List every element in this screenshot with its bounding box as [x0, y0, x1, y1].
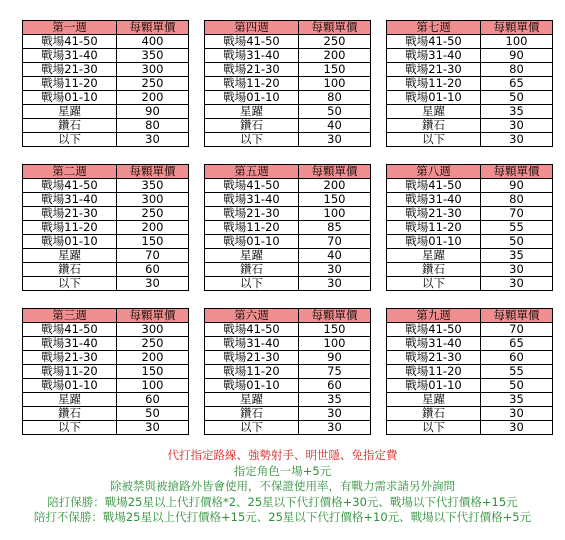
tier-cell: 戰場01-10 [23, 379, 117, 393]
price-cell: 35 [481, 393, 553, 407]
price-cell: 250 [117, 207, 189, 221]
tier-cell: 戰場41-50 [387, 323, 481, 337]
tier-cell: 戰場21-30 [387, 351, 481, 365]
table-row [205, 91, 371, 105]
table-row [23, 133, 189, 147]
price-header: 每顆單價 [299, 309, 371, 323]
table-row [387, 221, 553, 235]
table-row [205, 119, 371, 133]
price-cell: 65 [481, 77, 553, 91]
price-cell: 30 [481, 133, 553, 147]
tier-cell: 戰場31-40 [23, 49, 117, 63]
table-row [205, 207, 371, 221]
price-table [386, 164, 553, 291]
price-cell: 400 [117, 35, 189, 49]
table-header-row [387, 165, 553, 179]
price-cell: 100 [117, 379, 189, 393]
tier-cell: 鑽石 [23, 263, 117, 277]
table-row [23, 63, 189, 77]
price-cell: 250 [299, 35, 371, 49]
table-header-row [387, 309, 553, 323]
tier-cell: 戰場01-10 [23, 235, 117, 249]
note-line-5: 陪打不保勝：戰場25星以上代打價格+15元、25星以下代打價格+10元、戰場以下代打價格+5元 [33, 510, 532, 524]
table-row [23, 179, 189, 193]
price-cell: 30 [299, 421, 371, 435]
price-cell: 200 [299, 49, 371, 63]
table-row [205, 365, 371, 379]
table-row [23, 351, 189, 365]
table-row [387, 351, 553, 365]
tier-cell: 戰場41-50 [387, 35, 481, 49]
price-cell: 350 [117, 49, 189, 63]
price-header: 每顆單價 [299, 165, 371, 179]
tier-cell: 以下 [205, 133, 299, 147]
table-row [387, 379, 553, 393]
table-row [387, 91, 553, 105]
price-header: 每顆單價 [117, 165, 189, 179]
tier-cell: 以下 [23, 277, 117, 291]
price-cell: 50 [299, 105, 371, 119]
tier-cell: 星躍 [387, 393, 481, 407]
table-header-row [23, 21, 189, 35]
tier-cell: 戰場21-30 [205, 63, 299, 77]
table-row [23, 249, 189, 263]
week-header: 第九週 [387, 309, 481, 323]
table-row [23, 407, 189, 421]
tier-cell: 戰場31-40 [205, 193, 299, 207]
price-cell: 50 [117, 407, 189, 421]
table-row [387, 263, 553, 277]
tier-cell: 鑽石 [205, 407, 299, 421]
price-cell: 80 [299, 91, 371, 105]
tier-cell: 星躍 [23, 393, 117, 407]
price-table [386, 20, 553, 147]
price-cell: 90 [481, 49, 553, 63]
table-row [205, 379, 371, 393]
tier-cell: 戰場01-10 [387, 91, 481, 105]
table-row [205, 277, 371, 291]
price-cell: 150 [299, 323, 371, 337]
table-row [205, 221, 371, 235]
tier-cell: 戰場01-10 [23, 91, 117, 105]
price-cell: 55 [481, 221, 553, 235]
price-cell: 85 [299, 221, 371, 235]
table-row [23, 35, 189, 49]
price-cell: 300 [117, 193, 189, 207]
tier-cell: 鑽石 [205, 119, 299, 133]
price-table [22, 20, 189, 147]
tier-cell: 星躍 [23, 249, 117, 263]
tier-cell: 戰場31-40 [387, 193, 481, 207]
price-cell: 50 [481, 379, 553, 393]
table-row [387, 49, 553, 63]
tier-cell: 以下 [387, 421, 481, 435]
table-row [205, 193, 371, 207]
table-header-row [23, 309, 189, 323]
price-table [22, 308, 189, 435]
table-row [387, 63, 553, 77]
tier-cell: 戰場31-40 [387, 49, 481, 63]
price-cell: 80 [117, 119, 189, 133]
table-row [23, 277, 189, 291]
table-row [23, 221, 189, 235]
price-cell: 30 [117, 133, 189, 147]
tier-cell: 以下 [205, 421, 299, 435]
tier-cell: 星躍 [205, 249, 299, 263]
price-cell: 30 [299, 407, 371, 421]
tier-cell: 星躍 [387, 105, 481, 119]
table-row [205, 393, 371, 407]
table-row [23, 105, 189, 119]
tier-cell: 戰場01-10 [205, 379, 299, 393]
tier-cell: 戰場41-50 [23, 323, 117, 337]
tier-cell: 戰場21-30 [205, 207, 299, 221]
price-table [204, 308, 371, 435]
tier-cell: 以下 [205, 277, 299, 291]
tier-cell: 戰場21-30 [23, 351, 117, 365]
table-header-row [205, 309, 371, 323]
table-row [205, 263, 371, 277]
week-header: 第六週 [205, 309, 299, 323]
table-row [205, 323, 371, 337]
price-cell: 60 [299, 379, 371, 393]
price-header: 每顆單價 [481, 165, 553, 179]
week-header: 第四週 [205, 21, 299, 35]
price-table [386, 308, 553, 435]
week-header: 第八週 [387, 165, 481, 179]
table-header-row [23, 165, 189, 179]
price-cell: 35 [481, 249, 553, 263]
price-cell: 300 [117, 63, 189, 77]
price-cell: 100 [299, 337, 371, 351]
tier-cell: 戰場41-50 [205, 35, 299, 49]
price-cell: 60 [481, 351, 553, 365]
price-cell: 250 [117, 337, 189, 351]
week-header: 第五週 [205, 165, 299, 179]
table-row [23, 365, 189, 379]
tier-cell: 戰場41-50 [23, 179, 117, 193]
week-header: 第三週 [23, 309, 117, 323]
table-row [23, 91, 189, 105]
table-row [205, 421, 371, 435]
price-cell: 30 [481, 119, 553, 133]
table-row [387, 393, 553, 407]
price-cell: 30 [299, 133, 371, 147]
tier-cell: 戰場11-20 [387, 221, 481, 235]
price-cell: 70 [299, 235, 371, 249]
note-line-4: 陪打保勝：戰場25星以上代打價格*2、25星以下代打價格+30元、戰場以下代打價格+15元 [47, 494, 518, 509]
price-cell: 60 [117, 393, 189, 407]
tier-cell: 戰場01-10 [205, 91, 299, 105]
table-row [205, 77, 371, 91]
price-cell: 150 [299, 63, 371, 77]
price-cell: 70 [481, 323, 553, 337]
tier-cell: 以下 [23, 133, 117, 147]
table-row [205, 133, 371, 147]
price-cell: 200 [299, 179, 371, 193]
table-row [387, 105, 553, 119]
tier-cell: 以下 [387, 277, 481, 291]
tier-cell: 戰場41-50 [205, 323, 299, 337]
table-row [23, 77, 189, 91]
table-row [23, 193, 189, 207]
tier-cell: 戰場01-10 [387, 235, 481, 249]
tier-cell: 戰場11-20 [205, 77, 299, 91]
table-row [387, 193, 553, 207]
tier-cell: 以下 [387, 133, 481, 147]
price-table [204, 164, 371, 291]
tier-cell: 戰場21-30 [23, 207, 117, 221]
price-cell: 100 [299, 77, 371, 91]
tier-cell: 戰場01-10 [205, 235, 299, 249]
price-table [204, 20, 371, 147]
price-cell: 30 [117, 277, 189, 291]
tier-cell: 星躍 [205, 105, 299, 119]
tier-cell: 星躍 [205, 393, 299, 407]
table-row [205, 35, 371, 49]
tier-cell: 戰場21-30 [387, 207, 481, 221]
tier-cell: 鑽石 [205, 263, 299, 277]
price-header: 每顆單價 [481, 309, 553, 323]
tier-cell: 戰場41-50 [205, 179, 299, 193]
table-header-row [205, 165, 371, 179]
table-row [205, 49, 371, 63]
table-row [387, 337, 553, 351]
price-cell: 100 [299, 207, 371, 221]
table-row [387, 407, 553, 421]
price-header: 每顆單價 [299, 21, 371, 35]
tier-cell: 戰場11-20 [205, 221, 299, 235]
price-cell: 30 [481, 263, 553, 277]
table-row [205, 407, 371, 421]
tier-cell: 戰場11-20 [23, 77, 117, 91]
price-cell: 35 [299, 393, 371, 407]
price-cell: 350 [117, 179, 189, 193]
tier-cell: 鑽石 [387, 119, 481, 133]
table-row [387, 179, 553, 193]
tier-cell: 戰場41-50 [23, 35, 117, 49]
note-line-3: 除被禁與被搶路外皆會使用，不保證使用率，有戰力需求請另外詢問 [110, 479, 455, 493]
table-row [23, 421, 189, 435]
price-cell: 90 [481, 179, 553, 193]
price-cell: 50 [481, 235, 553, 249]
price-cell: 100 [481, 35, 553, 49]
table-row [23, 263, 189, 277]
price-cell: 40 [299, 119, 371, 133]
tier-cell: 戰場21-30 [23, 63, 117, 77]
table-row [23, 393, 189, 407]
table-row [23, 337, 189, 351]
tier-cell: 戰場31-40 [387, 337, 481, 351]
price-cell: 30 [299, 277, 371, 291]
tier-cell: 星躍 [387, 249, 481, 263]
week-header: 第二週 [23, 165, 117, 179]
price-cell: 90 [117, 105, 189, 119]
price-cell: 30 [117, 421, 189, 435]
price-header: 每顆單價 [481, 21, 553, 35]
tier-cell: 鑽石 [23, 119, 117, 133]
table-row [387, 77, 553, 91]
price-cell: 30 [299, 263, 371, 277]
tier-cell: 鑽石 [387, 407, 481, 421]
price-cell: 200 [117, 351, 189, 365]
price-cell: 75 [299, 365, 371, 379]
table-row [387, 421, 553, 435]
table-row [387, 35, 553, 49]
tier-cell: 戰場31-40 [205, 49, 299, 63]
table-header-row [205, 21, 371, 35]
price-cell: 80 [481, 63, 553, 77]
table-row [205, 105, 371, 119]
tier-cell: 鑽石 [23, 407, 117, 421]
tier-cell: 以下 [23, 421, 117, 435]
table-row [387, 133, 553, 147]
price-cell: 150 [299, 193, 371, 207]
price-cell: 70 [481, 207, 553, 221]
price-cell: 50 [481, 91, 553, 105]
price-cell: 55 [481, 365, 553, 379]
table-row [23, 49, 189, 63]
tier-cell: 戰場21-30 [205, 351, 299, 365]
table-row [23, 379, 189, 393]
price-cell: 30 [481, 421, 553, 435]
week-header: 第一週 [23, 21, 117, 35]
price-cell: 65 [481, 337, 553, 351]
tier-cell: 戰場11-20 [205, 365, 299, 379]
note-line-2: 指定角色一場+5元 [233, 463, 332, 478]
table-header-row [387, 21, 553, 35]
table-row [387, 119, 553, 133]
price-cell: 80 [481, 193, 553, 207]
week-header: 第七週 [387, 21, 481, 35]
table-row [23, 235, 189, 249]
price-cell: 60 [117, 263, 189, 277]
price-cell: 300 [117, 323, 189, 337]
price-header: 每顆單價 [117, 21, 189, 35]
price-cell: 35 [481, 105, 553, 119]
price-cell: 70 [117, 249, 189, 263]
table-row [205, 351, 371, 365]
tier-cell: 戰場31-40 [23, 337, 117, 351]
table-row [387, 323, 553, 337]
table-row [205, 235, 371, 249]
price-cell: 250 [117, 77, 189, 91]
price-header: 每顆單價 [117, 309, 189, 323]
tier-cell: 戰場11-20 [23, 365, 117, 379]
table-row [205, 179, 371, 193]
price-cell: 150 [117, 365, 189, 379]
price-cell: 90 [299, 351, 371, 365]
price-cell: 40 [299, 249, 371, 263]
table-row [387, 235, 553, 249]
price-cell: 200 [117, 91, 189, 105]
price-cell: 200 [117, 221, 189, 235]
price-cell: 30 [481, 277, 553, 291]
tier-cell: 戰場31-40 [205, 337, 299, 351]
table-row [23, 323, 189, 337]
pricing-notes [0, 448, 565, 526]
tier-cell: 戰場41-50 [387, 179, 481, 193]
note-line-1: 代打指定路線、強勢射手、明世隱、免指定費 [167, 448, 398, 462]
tier-cell: 星躍 [23, 105, 117, 119]
tier-cell: 戰場11-20 [387, 365, 481, 379]
tier-cell: 戰場11-20 [387, 77, 481, 91]
table-row [205, 63, 371, 77]
table-row [387, 249, 553, 263]
price-cell: 30 [481, 407, 553, 421]
table-row [205, 249, 371, 263]
tier-cell: 戰場31-40 [23, 193, 117, 207]
table-row [387, 277, 553, 291]
price-table [22, 164, 189, 291]
price-cell: 150 [117, 235, 189, 249]
tier-cell: 戰場01-10 [387, 379, 481, 393]
table-row [23, 119, 189, 133]
table-row [387, 365, 553, 379]
tier-cell: 戰場11-20 [23, 221, 117, 235]
tier-cell: 戰場21-30 [387, 63, 481, 77]
table-row [387, 207, 553, 221]
table-row [23, 207, 189, 221]
table-row [205, 337, 371, 351]
tier-cell: 鑽石 [387, 263, 481, 277]
